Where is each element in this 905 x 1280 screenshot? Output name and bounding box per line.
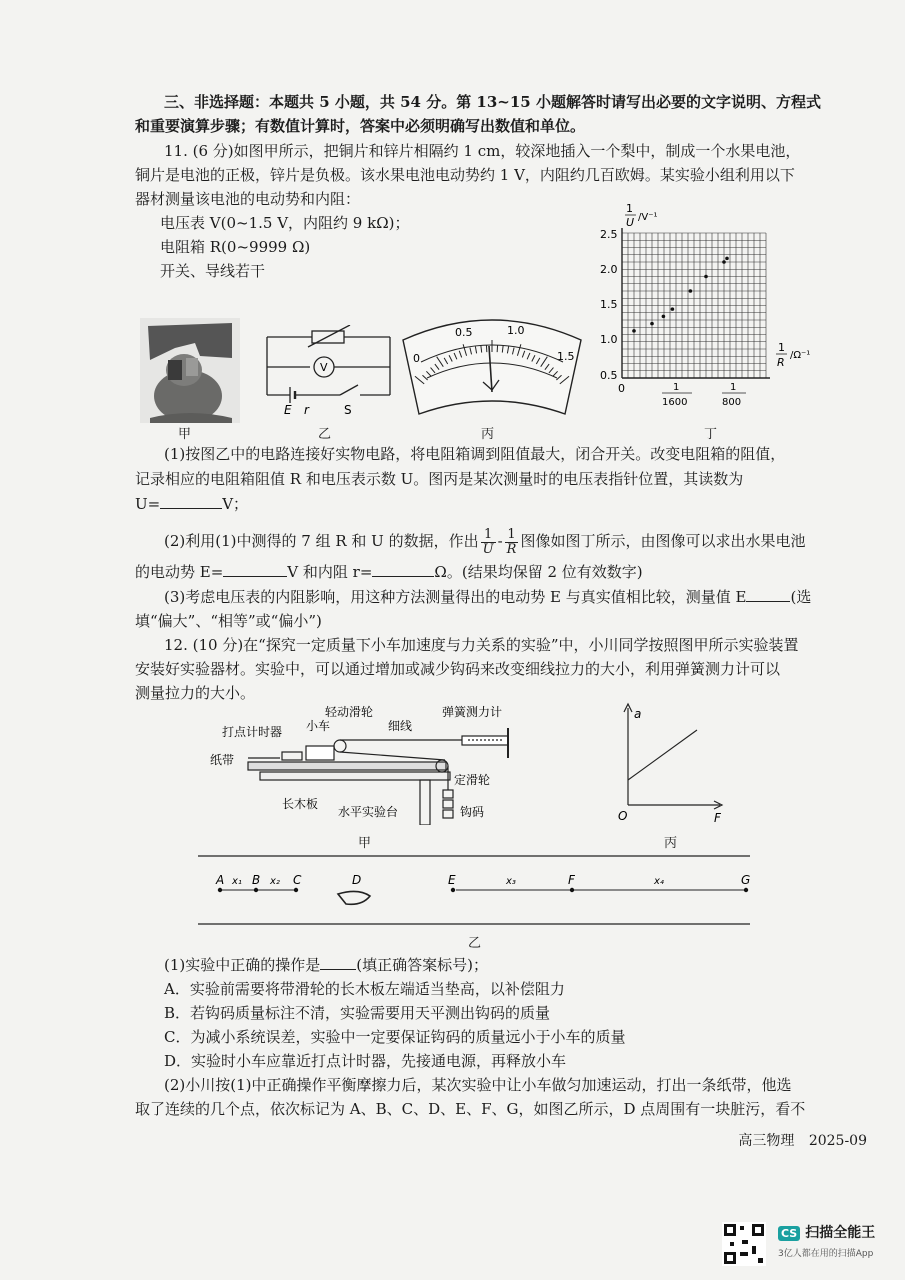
tape-point-e: E bbox=[448, 873, 456, 887]
qr-code-icon bbox=[722, 1222, 766, 1266]
label-timer: 打点计时器 bbox=[222, 725, 283, 739]
pear-battery-photo bbox=[140, 318, 240, 423]
label-board: 长木板 bbox=[282, 797, 319, 811]
xtick2-num: 1 bbox=[730, 382, 737, 393]
scanner-tagline: 3亿人都在用的扫描App bbox=[778, 1249, 874, 1259]
label-spring-scale: 弹簧测力计 bbox=[442, 705, 503, 719]
q11-equip-voltmeter: 电压表 V(0~1.5 V，内阻约 9 kΩ)； bbox=[160, 214, 410, 232]
q12-caption-bing: 丙 bbox=[664, 836, 678, 851]
r-suffix: Ω。(结果均保留 2 位有效数字) bbox=[434, 563, 643, 581]
caption-bing: 丙 bbox=[481, 427, 495, 442]
p2-prefix: (2)利用(1)中测得的 7 组 R 和 U 的数据，作出 bbox=[164, 532, 479, 550]
q12-line2: 安装好实验器材。实验中，可以通过增加或减少钩码来改变细线拉力的大小，利用弹簧测力计可以 bbox=[135, 660, 781, 678]
label-light-pulley: 轻动滑轮 bbox=[325, 705, 374, 719]
cs-logo-icon: CS bbox=[778, 1226, 800, 1241]
switch-label: S bbox=[344, 403, 352, 415]
scanner-name: 扫描全能王 bbox=[805, 1225, 876, 1241]
caption-jia: 甲 bbox=[178, 427, 192, 442]
xtick1-num: 1 bbox=[673, 382, 680, 393]
graph-xlabel-unit: /Ω⁻¹ bbox=[790, 350, 811, 361]
sub1-answer-blank[interactable] bbox=[320, 955, 356, 970]
p2-dash: - bbox=[497, 532, 503, 550]
dial-tick-0-5: 0.5 bbox=[455, 326, 473, 339]
graph-data-point bbox=[650, 322, 654, 326]
q12-line1: 12. (10 分)在“探究一定质量下小车加速度与力关系的实验”中，小川同学按照图甲所示实验装置 bbox=[164, 636, 799, 654]
label-string: 细线 bbox=[388, 719, 413, 733]
q12-caption-yi: 乙 bbox=[468, 936, 482, 951]
q11-p1-line1: (1)按图乙中的电路连接好实物电路，将电阻箱调到阻值最大，闭合开关。改变电阻箱的阻值， bbox=[164, 445, 786, 463]
q11-line1: 11. (6 分)如图甲所示，把铜片和锌片相隔约 1 cm，较深地插入一个梨中，制成一个水果电池， bbox=[164, 142, 801, 160]
voltmeter-dial bbox=[397, 310, 587, 420]
tape-x3: x₃ bbox=[506, 876, 516, 887]
footer-date: 2025-09 bbox=[808, 1133, 867, 1149]
graph-ylabel-num: 1 bbox=[626, 202, 633, 215]
tape-point-a: A bbox=[216, 873, 225, 887]
tape-point-c: C bbox=[293, 873, 302, 887]
ytick-0-5: 0.5 bbox=[600, 369, 618, 382]
voltmeter-symbol: V bbox=[320, 361, 328, 374]
caption-yi: 乙 bbox=[318, 427, 332, 442]
graph-data-point bbox=[725, 257, 729, 261]
label-table: 水平实验台 bbox=[338, 805, 399, 819]
page-footer bbox=[738, 1130, 867, 1150]
q11-equip-switch: 开关、导线若干 bbox=[160, 262, 266, 280]
graph-xlabel-den: R bbox=[777, 356, 785, 369]
p3-text: (3)考虑电压表的内阻影响，用这种方法测量得出的电动势 E 与真实值相比较，测量值 E bbox=[164, 588, 747, 606]
u-answer-blank[interactable] bbox=[160, 494, 222, 509]
tape-point-f: F bbox=[568, 873, 575, 887]
q11-p3-line1 bbox=[164, 587, 811, 607]
tape-point-g: G bbox=[741, 873, 750, 887]
tape-point-b: B bbox=[252, 873, 261, 887]
caption-ding: 丁 bbox=[704, 427, 718, 442]
label-fixed-pulley: 定滑轮 bbox=[454, 773, 491, 787]
graph-data-point bbox=[704, 275, 708, 279]
graph-xlabel-num: 1 bbox=[778, 341, 785, 354]
dial-tick-1-5: 1.5 bbox=[557, 350, 575, 363]
frac-1-over-u: $\frac{1}{U}$ bbox=[482, 526, 494, 557]
p3-choose: (选 bbox=[790, 588, 812, 606]
q11-p1-line2: 记录相应的电阻箱阻值 R 和电压表示数 U。图丙是某次测量时的电压表指针位置，其读数为 bbox=[135, 470, 744, 488]
option-d: D．实验时小车应靠近打点计时器，先接通电源，再释放小车 bbox=[164, 1052, 567, 1070]
q11-line2: 铜片是电池的正极，锌片是负极。该水果电池电动势约 1 V，内阻约几百欧姆。某实验小组利用以下 bbox=[135, 166, 795, 184]
q12-sub2-line2: 取了连续的几个点，依次标记为 A、B、C、D、E、F、G，如图乙所示，D 点周围有一块脏污，看不 bbox=[135, 1100, 806, 1118]
ytick-1-0: 1.0 bbox=[600, 333, 618, 346]
tape-point-d: D bbox=[352, 873, 362, 887]
section-heading-line2: 和重要演算步骤；有数值计算时，答案中必须明确写出数值和单位。 bbox=[135, 117, 586, 135]
frac-1-over-r: $\frac{1}{R}$ bbox=[506, 526, 517, 557]
emf-answer-blank[interactable] bbox=[223, 562, 287, 577]
graph-data-point bbox=[689, 289, 693, 293]
p3-answer-blank[interactable] bbox=[746, 587, 790, 602]
label-weights: 钩码 bbox=[460, 805, 485, 819]
option-a: A．实验前需要将带滑轮的长木板左端适当垫高，以补偿阻力 bbox=[164, 980, 565, 998]
q12-sub2-line1: (2)小川按(1)中正确操作平衡摩擦力后，某次实验中让小车做匀加速运动，打出一条纸带，他选 bbox=[164, 1076, 792, 1094]
scanner-brand bbox=[778, 1222, 875, 1259]
internal-resistance-label: r bbox=[304, 403, 309, 415]
option-c: C．为减小系统误差，实验中一定要保证钩码的质量远小于小车的质量 bbox=[164, 1028, 626, 1046]
ytick-1-5: 1.5 bbox=[600, 298, 618, 311]
emf-label: E bbox=[284, 403, 292, 415]
q12-caption-jia: 甲 bbox=[358, 836, 372, 851]
sub1-suffix: (填正确答案标号)； bbox=[356, 956, 488, 974]
q11-p3-line2: 填“偏大”、“相等”或“偏小”) bbox=[135, 612, 322, 630]
graph-data-point bbox=[671, 307, 675, 311]
apparatus-diagram bbox=[210, 700, 530, 825]
graph-data-point bbox=[722, 260, 726, 264]
q11-p1-line3 bbox=[135, 494, 248, 514]
q11-line3: 器材测量该电池的电动势和内阻： bbox=[135, 190, 361, 208]
r-answer-blank[interactable] bbox=[372, 562, 434, 577]
tape-x2: x₂ bbox=[270, 876, 280, 887]
u-equals: U= bbox=[135, 495, 161, 513]
dial-tick-1-0: 1.0 bbox=[507, 324, 525, 337]
x-origin: 0 bbox=[618, 382, 625, 395]
p2-suffix: 图像如图丁所示，由图像可以求出水果电池 bbox=[520, 532, 806, 550]
xtick1-den: 1600 bbox=[662, 397, 688, 408]
graph-data-point bbox=[662, 315, 666, 319]
section-heading-line1: 三、非选择题：本题共 5 小题，共 54 分。第 13~15 小题解答时请写出必要的文字说明、方程式 bbox=[164, 93, 821, 111]
ytick-2-0: 2.0 bbox=[600, 263, 618, 276]
graph-a-label: a bbox=[634, 707, 642, 721]
tape-x4: x₄ bbox=[654, 876, 664, 887]
graph-f-label: F bbox=[714, 811, 721, 825]
option-b: B．若钩码质量标注不清，实验需要用天平测出钩码的质量 bbox=[164, 1004, 551, 1022]
u-unit: V； bbox=[222, 495, 249, 513]
label-car: 小车 bbox=[306, 719, 331, 733]
tape-x1: x₁ bbox=[232, 876, 242, 887]
graph-origin-label: O bbox=[618, 809, 628, 823]
graph-ylabel-den: U bbox=[626, 216, 635, 229]
inverse-graph bbox=[600, 198, 835, 413]
q12-sub1 bbox=[164, 955, 488, 975]
q11-p2-line1 bbox=[164, 524, 805, 558]
q11-equip-resistor-box: 电阻箱 R(0~9999 Ω) bbox=[160, 238, 311, 256]
xtick2-den: 800 bbox=[722, 397, 742, 408]
graph-ylabel-unit: /V⁻¹ bbox=[638, 212, 658, 223]
r-prefix: V 和内阻 r= bbox=[287, 563, 373, 581]
emf-prefix: 的电动势 E= bbox=[135, 563, 224, 581]
graph-data-point bbox=[632, 329, 636, 333]
q12-line3: 测量拉力的大小。 bbox=[135, 684, 256, 702]
label-tape: 纸带 bbox=[210, 753, 235, 767]
q11-p2-line2 bbox=[135, 562, 643, 582]
circuit-diagram bbox=[262, 325, 397, 415]
a-f-graph bbox=[612, 700, 732, 825]
footer-subject: 高三物理 bbox=[738, 1133, 795, 1149]
paper-tape bbox=[198, 852, 750, 928]
ytick-2-5: 2.5 bbox=[600, 228, 618, 241]
sub1-text: (1)实验中正确的操作是 bbox=[164, 956, 321, 974]
dial-tick-0: 0 bbox=[413, 352, 420, 365]
